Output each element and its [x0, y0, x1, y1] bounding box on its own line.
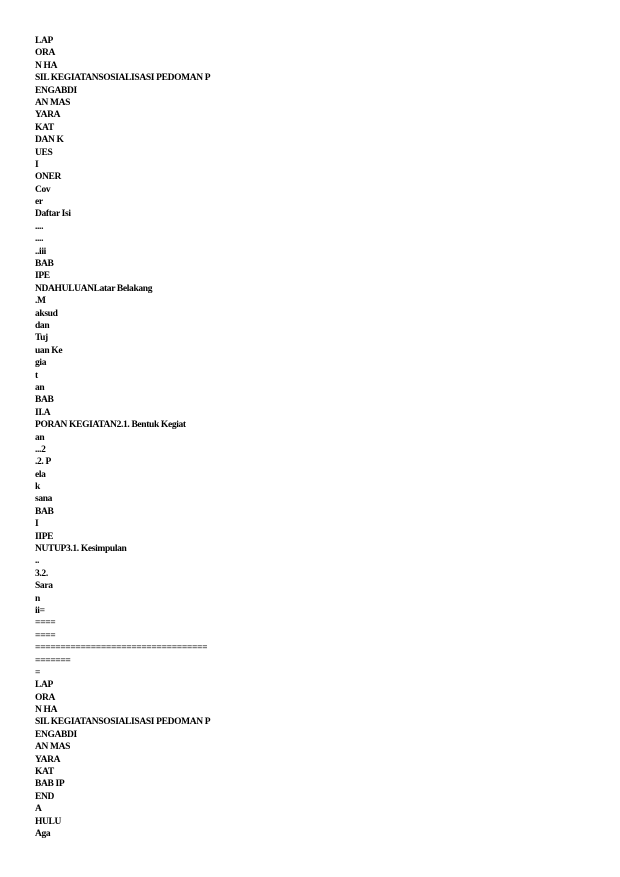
text-line: .2. P — [35, 457, 51, 468]
text-line: KAT — [35, 767, 54, 778]
text-line: ..iii — [35, 246, 46, 257]
text-line: aksud — [35, 308, 58, 319]
text-line: BAB — [35, 259, 54, 270]
text-line: LAP — [35, 36, 53, 46]
text-line: ONER — [35, 172, 62, 183]
text-line: t — [35, 370, 38, 381]
text-line: ================================== — [35, 643, 208, 654]
text-line: PORAN KEGIATAN2.1. Bentuk Kegiat — [35, 420, 186, 431]
text-line: AN MAS — [35, 97, 71, 108]
text-line: = — [35, 667, 41, 678]
text-line: gia — [35, 358, 47, 369]
text-line: n — [35, 593, 40, 604]
text-line: ENGABDI — [35, 729, 77, 740]
text-line: an — [35, 432, 45, 443]
text-line: k — [35, 482, 40, 493]
text-line: an — [35, 382, 45, 393]
text-line: HULU — [35, 816, 62, 827]
text-line: Aga — [35, 829, 51, 839]
text-line: IIPE — [35, 531, 54, 542]
text-line: AN MAS — [35, 742, 71, 753]
text-line: IPE — [35, 271, 50, 282]
text-line: ela — [35, 469, 46, 480]
text-line: YARA — [35, 110, 61, 121]
text-line: dan — [35, 320, 50, 331]
text-line: .. — [35, 556, 40, 567]
text-line: ...2 — [35, 444, 46, 455]
text-line: KAT — [35, 122, 54, 133]
text-line: NDAHULUANLatar Belakang — [35, 283, 153, 294]
text-line: II.A — [35, 407, 51, 418]
document-text-block — [35, 35, 210, 840]
text-line: END — [35, 791, 55, 802]
text-line: SIL KEGIATANSOSIALISASI PEDOMAN P — [35, 717, 211, 728]
text-line: uan Ke — [35, 345, 63, 356]
text-line: Cov — [35, 184, 51, 195]
text-line: Tuj — [35, 333, 48, 344]
text-line: I — [35, 159, 39, 170]
text-line: Daftar Isi — [35, 209, 71, 220]
text-line: BAB — [35, 395, 54, 406]
text-line: ======= — [35, 655, 71, 666]
text-line: I — [35, 519, 39, 530]
text-line: Sara — [35, 581, 53, 592]
text-line: BAB IP — [35, 779, 65, 790]
text-line: N HA — [35, 705, 58, 716]
text-line: ENGABDI — [35, 85, 77, 96]
text-line: N HA — [35, 60, 58, 71]
text-line: .... — [35, 221, 44, 232]
text-line: .M — [35, 296, 46, 307]
text-line: .... — [35, 234, 44, 245]
text-line: ORA — [35, 48, 56, 59]
text-line: ORA — [35, 692, 56, 703]
text-line: ==== — [35, 630, 56, 641]
text-line: ==== — [35, 618, 56, 629]
text-line: YARA — [35, 754, 61, 765]
text-line: UES — [35, 147, 53, 158]
text-line: 3.2. — [35, 568, 48, 579]
text-line: er — [35, 197, 43, 208]
text-line: DAN K — [35, 135, 64, 146]
text-line: NUTUP3.1. Kesimpulan — [35, 544, 127, 555]
text-line: ii= — [35, 605, 45, 616]
text-line: SIL KEGIATANSOSIALISASI PEDOMAN P — [35, 73, 211, 84]
text-line: A — [35, 804, 42, 815]
text-line: sana — [35, 494, 53, 505]
text-line: LAP — [35, 680, 53, 691]
text-line: BAB — [35, 506, 54, 517]
